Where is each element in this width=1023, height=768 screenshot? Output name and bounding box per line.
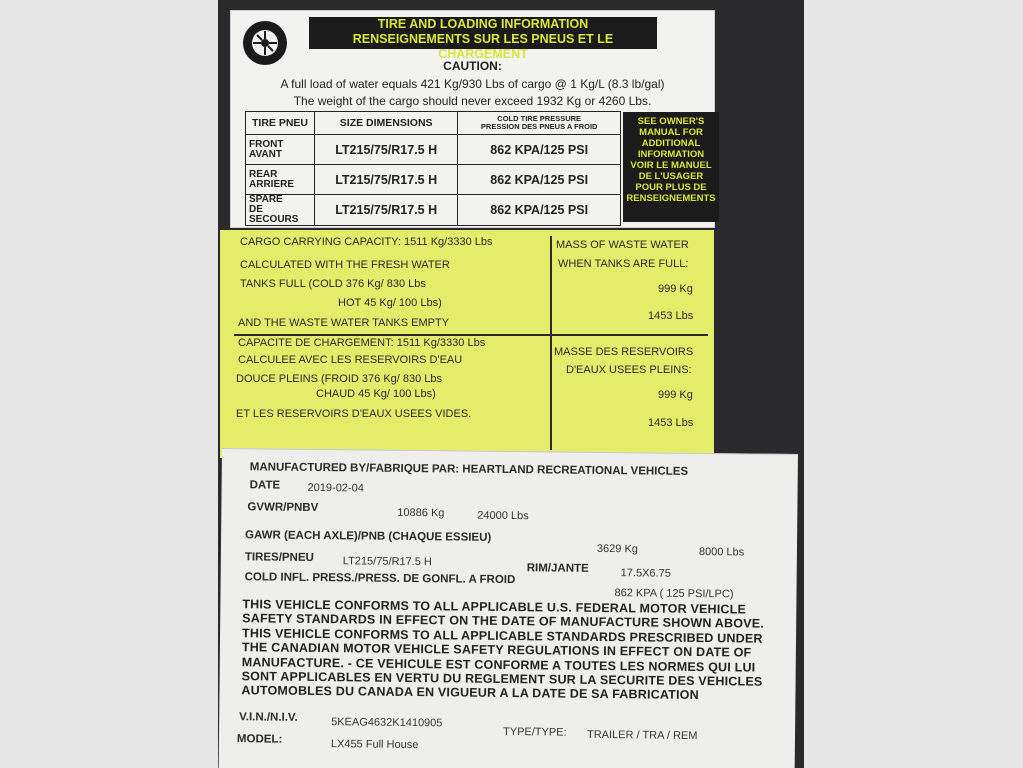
mass-fr-lbs: 1453 Lbs (648, 417, 694, 429)
vin-value: 5KEAG4632K1410905 (331, 716, 443, 730)
gawr-kg: 3629 Kg (596, 542, 639, 556)
conformity-statement (241, 597, 792, 704)
column-pressure (458, 112, 621, 135)
tire-loading-label (230, 10, 715, 228)
mass-fr-line: D'EAUX USEES PLEINS: (566, 364, 692, 376)
label-photo (218, 0, 804, 768)
cargo-fr-line: ET LES RESERVOIRS D'EAUX USEES VIDES. (236, 408, 472, 420)
mass-en-kg: 999 Kg (658, 283, 693, 295)
position-fr: DE SECOURS (249, 204, 299, 225)
cargo-en-line: CALCULATED WITH THE FRESH WATER (240, 259, 450, 271)
model-label: MODEL: (236, 733, 283, 746)
position-en: REAR (249, 168, 278, 180)
conformity-line: AUTOMOBLES DU CANADA EN VIGUEUR A LA DATE DE SA FABRICATION (241, 683, 699, 703)
notice-line: INFORMATION (637, 149, 705, 160)
pressure-heading-fr: PRESSION DES PNEUS A FROID (480, 122, 598, 131)
tire-position (246, 165, 315, 195)
conformity-line: MANUFACTURE. - CE VEHICULE EST CONFORME A TOUTES LES NORMES QUI LUI (241, 654, 756, 675)
conformity-line: SONT APPLICABLES EN VERTU DU REGLEMENT SUR LA SECURITE DES VEHICLES (241, 669, 763, 689)
rim-value: 17.5X6.75 (620, 567, 671, 580)
manufacturer-line: MANUFACTURED BY/FABRIQUE PAR: HEARTLAND RECREATIONAL VEHICLES (249, 461, 689, 478)
divider (550, 236, 552, 450)
cargo-fr-line: CAPACITE DE CHARGEMENT: 1511 Kg/3330 Lbs (238, 337, 486, 349)
divider (234, 334, 708, 336)
mass-fr-line: MASSE DES RESERVOIRS (554, 346, 694, 358)
cargo-en-line: CARGO CARRYING CAPACITY: 1511 Kg/3330 Lbs (240, 236, 493, 248)
date-label: DATE (249, 479, 281, 492)
table-row (246, 195, 621, 226)
tire-size: LT215/75/R17.5 H (315, 165, 458, 195)
model-value: LX455 Full House (330, 738, 419, 752)
cargo-fr-line: CHAUD 45 Kg/ 100 Lbs) (316, 388, 436, 400)
tire-size: LT215/75/R17.5 H (315, 135, 458, 165)
pressure-heading-en: COLD TIRE PRESSURE (497, 114, 582, 123)
gvwr-label: GVWR/PNBV (247, 501, 319, 515)
notice-line: VOIR LE MANUEL (630, 160, 712, 171)
cargo-en-line: AND THE WASTE WATER TANKS EMPTY (238, 317, 450, 329)
tires-value: LT215/75/R17.5 H (342, 555, 432, 569)
cold-infl-label: COLD INFL. PRESS./PRESS. DE GONFL. A FROID (244, 571, 516, 587)
owners-manual-notice (623, 112, 719, 222)
mass-en-line: WHEN TANKS ARE FULL: (558, 258, 689, 270)
mass-en-lbs: 1453 Lbs (648, 310, 694, 322)
cold-infl-value: 862 KPA ( 125 PSI/LPC) (614, 587, 734, 601)
tires-label: TIRES/PNEU (244, 551, 314, 564)
notice-line: DE L'USAGER (638, 171, 704, 182)
notice-line: ADDITIONAL (641, 138, 701, 149)
position-en: SPARE (249, 194, 283, 205)
type-label: TYPE/TYPE: (502, 725, 567, 739)
conformity-line: THIS VEHICLE CONFORMS TO ALL APPLICABLE U.S. FEDERAL MOTOR VEHICLE (242, 597, 747, 617)
position-en: FRONT (249, 138, 284, 150)
cargo-capacity-label (220, 230, 714, 458)
conformity-line: SAFETY STANDARDS IN EFFECT ON THE DATE OF MANUFACTURE SHOWN ABOVE. (242, 611, 765, 632)
mass-fr-kg: 999 Kg (658, 389, 693, 401)
gawr-lbs: 8000 Lbs (698, 546, 745, 559)
position-fr: ARRIERE (249, 178, 295, 190)
date-value: 2019-02-04 (307, 481, 364, 495)
cargo-en-line: HOT 45 Kg/ 100 Lbs) (338, 297, 442, 309)
column-size: SIZE DIMENSIONS (315, 112, 458, 135)
gvwr-kg: 10886 Kg (397, 506, 445, 520)
table-row (246, 135, 621, 165)
manufacturer-label (219, 448, 798, 768)
tire-position (246, 135, 315, 165)
table-row (246, 165, 621, 195)
gawr-label: GAWR (EACH AXLE)/PNB (CHAQUE ESSIEU) (245, 529, 492, 544)
caution-heading: CAUTION: (443, 59, 502, 73)
conformity-line: THE CANADIAN MOTOR VEHICLE SAFETY REGULATIONS IN EFFECT ON DATE OF (241, 640, 752, 660)
mass-en-line: MASS OF WASTE WATER (556, 239, 689, 251)
caution-line-1: A full load of water equals 421 Kg/930 Lbs of cargo @ 1 Kg/L (8.3 lb/gal) (280, 77, 665, 91)
cargo-fr-line: DOUCE PLEINS (FROID 376 Kg/ 830 Lbs (236, 373, 443, 385)
notice-line: RENSEIGNEMENTS (626, 193, 716, 204)
notice-line: POUR PLUS DE (635, 182, 707, 193)
caution-line-2: The weight of the cargo should never exceed 1932 Kg or 4260 Lbs. (293, 94, 652, 108)
title-english: TIRE AND LOADING INFORMATION (377, 17, 589, 31)
cargo-fr-line: CALCULEE AVEC LES RESERVOIRS D'EAU (238, 354, 463, 366)
notice-line: MANUAL FOR (639, 127, 703, 138)
table-header-row (246, 112, 621, 135)
type-value: TRAILER / TRA / REM (586, 728, 698, 742)
tire-size: LT215/75/R17.5 H (315, 195, 458, 226)
position-fr: AVANT (249, 148, 282, 160)
tire-position (246, 195, 315, 226)
column-tire: TIRE PNEU (246, 112, 315, 135)
tire-info-title (309, 17, 657, 61)
tire-pressure: 862 KPA/125 PSI (458, 195, 621, 226)
cargo-en-line: TANKS FULL (COLD 376 Kg/ 830 Lbs (240, 278, 426, 290)
gvwr-lbs: 24000 Lbs (477, 509, 529, 523)
vin-label: V.I.N./N.I.V. (239, 711, 298, 724)
tire-pressure: 862 KPA/125 PSI (458, 165, 621, 195)
notice-line: SEE OWNER'S (637, 116, 705, 127)
title-french: RENSEIGNEMENTS SUR LES PNEUS ET LE CHARGEMENT (352, 32, 614, 61)
tire-pressure: 862 KPA/125 PSI (458, 135, 621, 165)
conformity-line: THIS VEHICLE CONFORMS TO ALL APPLICABLE STANDARDS PRESCRIBED UNDER (241, 626, 763, 646)
tire-table (245, 111, 621, 226)
rim-label: RIM/JANTE (526, 562, 589, 575)
